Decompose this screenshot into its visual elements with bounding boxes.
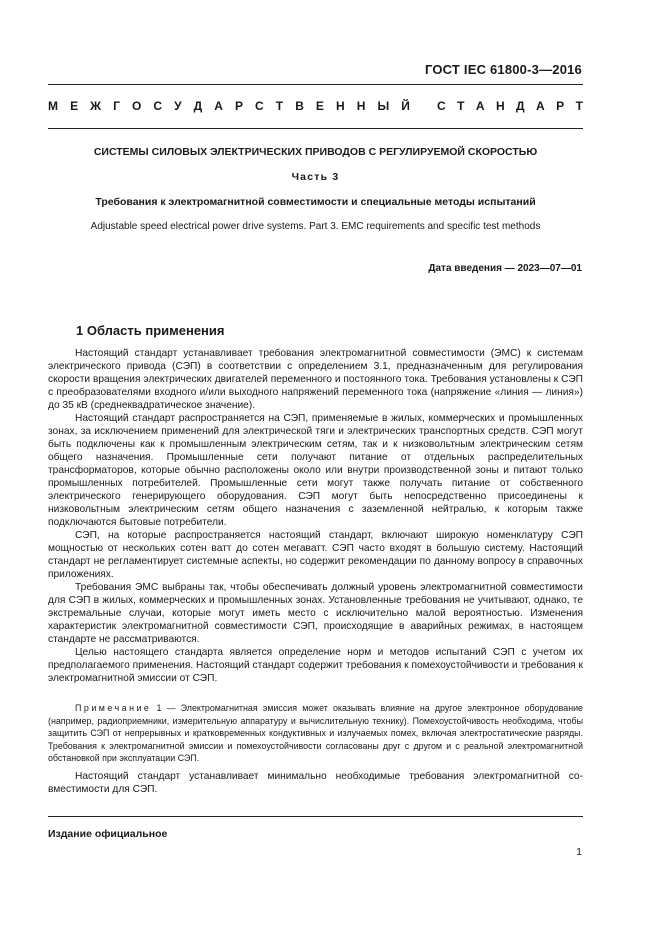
header-rule-top: [48, 84, 583, 85]
header-rule-bottom: [48, 128, 583, 129]
paragraph: СЭП, на которые распространяется настоящий стандарт, включают широкую номенклатуру СЭП мощностью от нескольких сотен ватт до сотен мегаватт. СЭП часто входят в большую систему. Настоящий стандарт не регламентирует системные аспекты, но содержит рекомендации по данному вопросу в справочных приложениях.: [48, 530, 583, 580]
paragraph: Требования ЭМС выбраны так, чтобы обеспечивать должный уровень электромагнитной совместимости для СЭП в жилых, коммерческих и промышленных зонах. Установленные требования не учитывают, однако, те экстремальные случаи, которые могут иметь место с исключительно малой вероятностью. Изменения характеристик электромагнитной совместимости СЭП, происходящие в аварийных режимах, в настоящем стандарте не рассматриваются.: [48, 582, 583, 645]
paragraph: Целью настоящего стандарта является определение норм и методов испытаний СЭП с учетом их предполагаемого применения. Настоящий стандарт содержит требования к помехоустойчивости и требования к электромагнитной эмиссии от СЭП.: [48, 647, 583, 684]
intro-date: Дата введения — 2023—07—01: [428, 263, 582, 274]
note-text: 1 — Электромагнитная эмиссия может оказывать влияние на другое электронное оборудование (например, радиоприемники, измерительную аппаратуру и вычислительную технику). Помехоустойчивость необходима, чтобы защитить СЭП от непрерывных и кратковременных кондуктивных и излучаемых помех, включая электростатические разряды. Требования к электромагнитной эмиссии и помехоустойчивости согласованы друг с другом и с реальной электромагнитной обстановкой при эксплуатации СЭП.: [48, 703, 583, 763]
interstate-standard-banner: [48, 99, 583, 113]
section-body: [48, 347, 583, 685]
document-title: СИСТЕМЫ СИЛОВЫХ ЭЛЕКТРИЧЕСКИХ ПРИВОДОВ С РЕГУЛИРУЕМОЙ СКОРОСТЬЮ: [93, 146, 538, 158]
banner-word-standard: С Т А Н Д А Р Т: [437, 99, 583, 113]
final-body: [48, 770, 583, 796]
note-paragraph: [48, 702, 583, 765]
gost-number: ГОСТ IEC 61800-3—2016: [424, 62, 582, 77]
paragraph: Настоящий стандарт устанавливает требования электромагнитной совместимости (ЭМС) к системам электрического привода (СЭП) в соответствии с определением 3.1, предназначенным для регулирования скорости вращения электрических двигателей переменного и постоянного тока. Требования установлены к СЭП с преобразователями входного и/или выходного напряжений переменного тока (напряжение «линия — линия») до 35 кВ (среднеквадратическое значение).: [48, 348, 583, 411]
banner-word-interstate: М Е Ж Г О С У Д А Р С Т В Е Н Н Ы Й: [48, 99, 410, 113]
note-label: Примечание: [75, 703, 152, 713]
footer-rule: [48, 816, 583, 817]
document-subtitle: Требования к электромагнитной совместимости и специальные методы испытаний: [95, 196, 536, 208]
page-number: 1: [576, 846, 582, 858]
section-heading: 1 Область применения: [76, 323, 225, 338]
paragraph: Настоящий стандарт устанавливает минимально необходимые требования электромагнитной совместимости для СЭП.: [48, 771, 583, 795]
official-edition-label: Издание официальное: [48, 828, 168, 840]
english-title: Adjustable speed electrical power drive systems. Part 3. EMC requirements and specific test methods: [90, 221, 541, 232]
paragraph: Настоящий стандарт распространяется на СЭП, применяемые в жилых, коммерческих и промышленных зонах, за исключением применений для электрической тяги и электрических транспортных средств. СЭП могут быть подключены как к промышленным электрическим сетям, так и к низковольтным электрическим сетям общего назначения. Промышленные сети получают питание от отдельных распределительных трансформаторов, которые обычно расположены около или внутри производственной зоны и питают только промышленных потребителей. Промышленные сети могут также получать питание от собственного электрического генерирующего оборудования. СЭП могут быть непосредственно присоединены к низковольтным электрическим сетям общего назначения с заземленной нейтралью, к которым также подключаются бытовые потребители.: [48, 413, 583, 528]
document-part: Часть 3: [291, 171, 340, 183]
note: [48, 702, 583, 765]
